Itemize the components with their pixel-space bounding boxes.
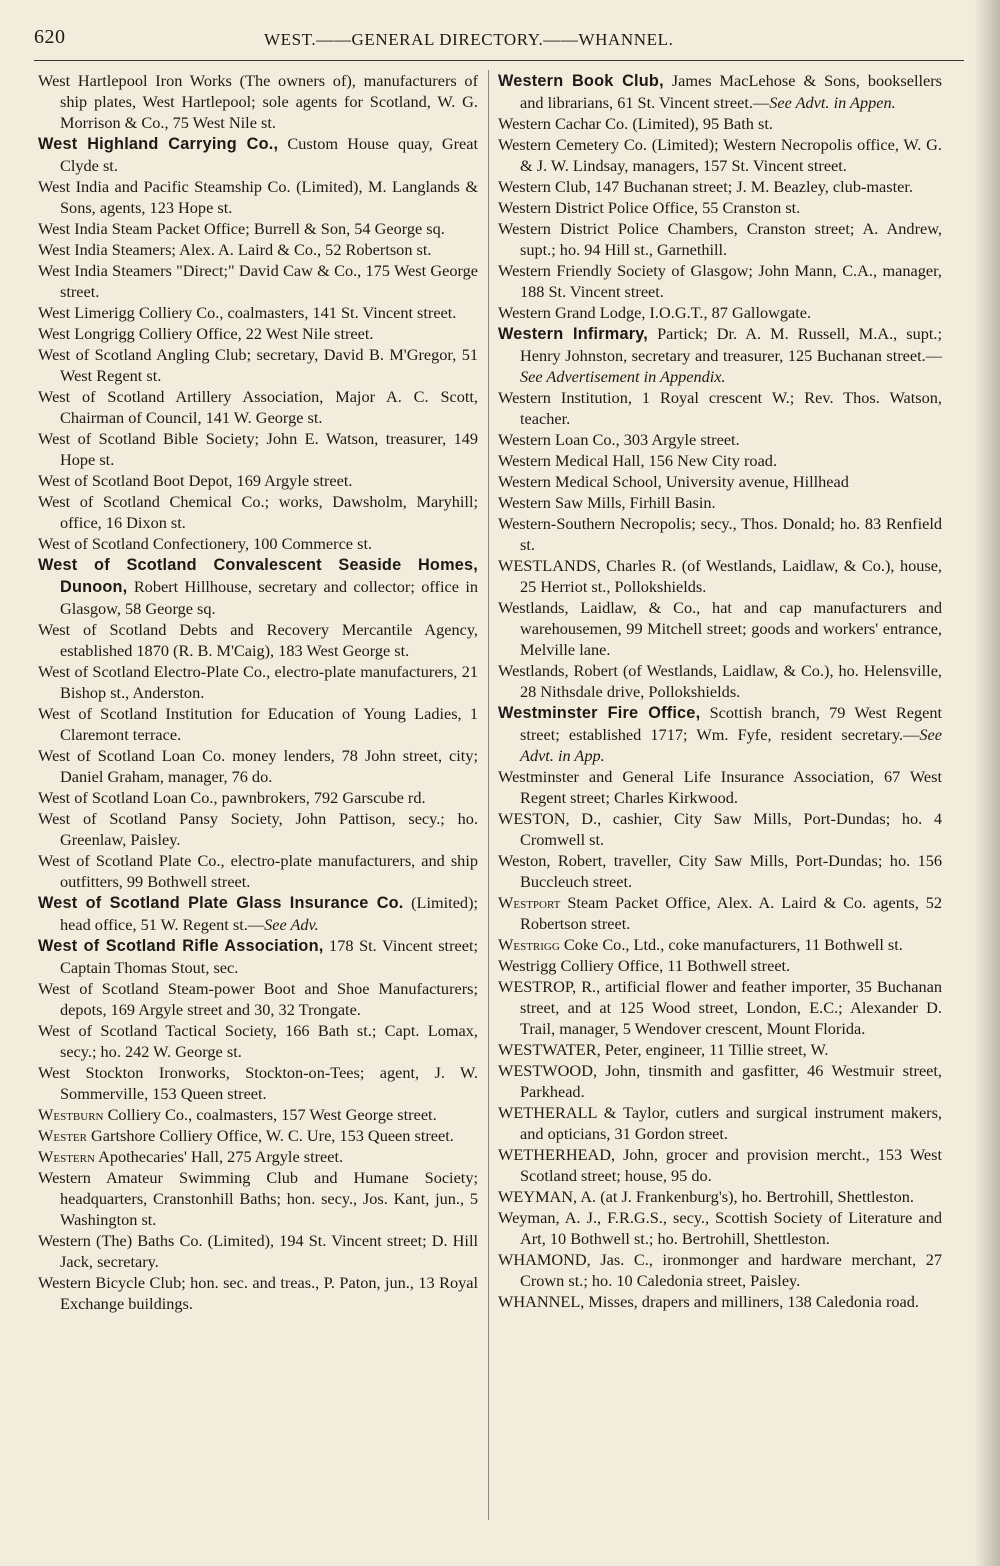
directory-entry [38, 218, 478, 239]
directory-entry [38, 1062, 478, 1104]
directory-entry [498, 976, 942, 1039]
column-divider [488, 70, 489, 1520]
entry-text: West of Scotland Electro-Plate Co., electro-plate manufacturers, 21 Bishop st., Anderston. [38, 662, 478, 702]
entry-advert-reference: See Advertisement in Appendix. [520, 367, 726, 386]
entry-text: Western District Police Chambers, Cranston street; A. Andrew, supt.; ho. 94 Hill st., Garnethill. [498, 219, 942, 259]
entry-text: WETHERALL & Taylor, cutlers and surgical instrument makers, and opticians, 31 Gordon street. [498, 1103, 942, 1143]
directory-entry [498, 197, 942, 218]
entry-text: West of Scotland Confectionery, 100 Commerce st. [38, 534, 373, 553]
entry-text: Western Saw Mills, Firhill Basin. [498, 493, 716, 512]
entry-text: West of Scotland Angling Club; secretary, David B. M'Gregor, 51 West Regent st. [38, 345, 478, 385]
entry-text: Westrigg Colliery Office, 11 Bothwell street. [498, 956, 791, 975]
entry-heading: West Highland Carrying Co., [38, 135, 279, 153]
directory-entry [38, 344, 478, 386]
entry-text: Western Grand Lodge, I.O.G.T., 87 Gallowgate. [498, 303, 812, 322]
directory-entry [498, 429, 942, 450]
entry-text: WEYMAN, A. (at J. Frankenburg's), ho. Bertrohill, Shettleston. [498, 1187, 914, 1206]
entry-text: Steam Packet Office, Alex. A. Laird & Co. agents, 52 Robertson street. [520, 893, 942, 933]
entry-text: Western Medical School, University avenue, Hillhead [498, 472, 849, 491]
directory-entry [38, 703, 478, 745]
entry-text: Westminster and General Life Insurance Association, 67 West Regent street; Charles Kirkwood. [498, 767, 942, 807]
directory-entry [38, 470, 478, 491]
entry-advert-reference: See Advt. in App. [520, 725, 942, 765]
entry-advert-reference: See Advt. in Appen. [769, 93, 896, 112]
entry-heading: West of Scotland Convalescent Seaside Homes, Dunoon, [38, 556, 478, 596]
running-head: WEST.——GENERAL DIRECTORY.——WHANNEL. [264, 30, 674, 49]
directory-entry [498, 850, 942, 892]
entry-text: WHAMOND, Jas. C., ironmonger and hardware merchant, 27 Crown st.; ho. 10 Caledonia street, Paisley. [498, 1250, 942, 1290]
entry-text: West of Scotland Debts and Recovery Mercantile Agency, established 1870 (R. B. M'Caig), 183 West George st. [38, 620, 478, 660]
entry-text: Westlands, Robert (of Westlands, Laidlaw, & Co.), ho. Helensville, 28 Nithsdale drive, Pollokshields. [498, 661, 942, 701]
directory-entry [498, 1186, 942, 1207]
entry-text: WETHERHEAD, John, grocer and provision mercht., 153 West Scotland street; house, 95 do. [498, 1145, 942, 1185]
directory-entry [38, 1020, 478, 1062]
directory-entry [38, 1230, 478, 1272]
entry-text: James MacLehose & Sons, booksellers and librarians, 61 St. Vincent street.— [520, 71, 942, 112]
entry-text: West India and Pacific Steamship Co. (Limited), M. Langlands & Sons, agents, 123 Hope st. [38, 177, 478, 217]
entry-text: WHANNEL, Misses, drapers and milliners, 138 Caledonia road. [498, 1292, 919, 1311]
entry-text: Western Club, 147 Buchanan street; J. M. Beazley, club-master. [498, 177, 913, 196]
entry-smallcaps-name: Westrigg [498, 935, 560, 954]
directory-entry [498, 471, 942, 492]
directory-entry [38, 1125, 478, 1146]
entry-smallcaps-name: Westport [498, 893, 561, 912]
entry-text: Western Cachar Co. (Limited), 95 Bath st. [498, 114, 773, 133]
directory-entry [38, 661, 478, 703]
directory-entry [498, 955, 942, 976]
entry-text: Robert Hillhouse, secretary and collector; office in Glasgow, 58 George sq. [60, 577, 478, 618]
entry-text: WESTWOOD, John, tinsmith and gasfitter, 46 Westmuir street, Parkhead. [498, 1061, 942, 1101]
right-column [498, 70, 942, 1312]
directory-entry [498, 450, 942, 471]
entry-text: WESTLANDS, Charles R. (of Westlands, Laidlaw, & Co.), house, 25 Herriot st., Pollokshields. [498, 556, 942, 596]
entry-text: Western District Police Office, 55 Cranston st. [498, 198, 801, 217]
directory-entry [38, 745, 478, 787]
directory-entry [498, 1207, 942, 1249]
directory-entry [498, 1144, 942, 1186]
directory-entry [38, 1104, 478, 1125]
entry-text: WESTROP, R., artificial flower and feather importer, 35 Buchanan street, and at 125 Wood street, London, E.C.; Alexander D. Trail, manager, 5 Wendover crescent, Mount Florida. [498, 977, 942, 1038]
directory-entry [498, 1039, 942, 1060]
entry-text: Western Friendly Society of Glasgow; John Mann, C.A., manager, 188 St. Vincent street. [498, 261, 942, 301]
entry-text: Western Cemetery Co. (Limited); Western Necropolis office, W. G. & J. W. Lindsay, managers, 157 St. Vincent street. [498, 135, 942, 175]
entry-text: West of Scotland Plate Co., electro-plate manufacturers, and ship outfitters, 99 Bothwell street. [38, 851, 478, 891]
entry-text: West of Scotland Pansy Society, John Pattison, secy.; ho. Greenlaw, Paisley. [38, 809, 478, 849]
entry-text: Colliery Co., coalmasters, 157 West George street. [103, 1105, 437, 1124]
directory-entry [38, 386, 478, 428]
entry-text: Gartshore Colliery Office, W. C. Ure, 153 Queen street. [86, 1126, 454, 1145]
directory-entry [498, 492, 942, 513]
entry-text: WESTON, D., cashier, City Saw Mills, Port-Dundas; ho. 4 Cromwell st. [498, 809, 942, 849]
directory-entry [38, 1146, 478, 1167]
entry-text: West of Scotland Loan Co. money lenders, 78 John street, city; Daniel Graham, manager, 76 do. [38, 746, 478, 786]
directory-entry [498, 1102, 942, 1144]
entry-heading: Western Infirmary, [498, 325, 649, 343]
page-number: 620 [34, 26, 66, 48]
entry-text: WESTWATER, Peter, engineer, 11 Tillie street, W. [498, 1040, 829, 1059]
entry-text: West India Steamers; Alex. A. Laird & Co., 52 Robertson st. [38, 240, 432, 259]
entry-text: Partick; Dr. A. M. Russell, M.A., supt.; Henry Johnston, secretary and treasurer, 125 Buchanan street.— [520, 324, 942, 365]
directory-entry [498, 1249, 942, 1291]
directory-entry [38, 1272, 478, 1314]
entry-heading: Westminster Fire Office, [498, 704, 701, 722]
entry-text: West Longrigg Colliery Office, 22 West Nile street. [38, 324, 374, 343]
directory-entry [498, 387, 942, 429]
entry-text: West of Scotland Steam-power Boot and Shoe Manufacturers; depots, 169 Argyle street and 30, 32 Trongate. [38, 979, 478, 1019]
directory-entry [498, 660, 942, 702]
entry-text: Apothecaries' Hall, 275 Argyle street. [94, 1147, 344, 1166]
entry-text: Weyman, A. J., F.R.G.S., secy., Scottish Society of Literature and Art, 10 Bothwell st.; ho. Bertrohill, Shettleston. [498, 1208, 942, 1248]
directory-entry [498, 260, 942, 302]
entry-text: Western Loan Co., 303 Argyle street. [498, 430, 740, 449]
entry-text: West of Scotland Artillery Association, Major A. C. Scott, Chairman of Council, 141 W. George st. [38, 387, 478, 427]
entry-text: West of Scotland Bible Society; John E. Watson, treasurer, 149 Hope st. [38, 429, 478, 469]
directory-entry [38, 133, 478, 176]
entry-text: 178 St. Vincent street; Captain Thomas Stout, sec. [60, 936, 478, 977]
directory-entry [498, 597, 942, 660]
entry-smallcaps-name: Westburn [38, 1105, 104, 1124]
directory-entry [498, 513, 942, 555]
entry-text: West India Steam Packet Office; Burrell & Son, 54 George sq. [38, 219, 445, 238]
entry-text: West India Steamers "Direct;" David Caw & Co., 175 West George street. [38, 261, 478, 301]
directory-entry [498, 892, 942, 934]
directory-entry [38, 302, 478, 323]
entry-text: West of Scotland Boot Depot, 169 Argyle street. [38, 471, 353, 490]
entry-text: West Limerigg Colliery Co., coalmasters, 141 St. Vincent street. [38, 303, 457, 322]
entry-text: Western Institution, 1 Royal crescent W.; Rev. Thos. Watson, teacher. [498, 388, 942, 428]
directory-entry [498, 702, 942, 766]
entry-text: Westlands, Laidlaw, & Co., hat and cap manufacturers and warehousemen, 99 Mitchell street; goods and workers' entrance, Melville lane. [498, 598, 942, 659]
entry-text: West Hartlepool Iron Works (The owners of), manufacturers of ship plates, West Hartlepool; sole agents for Scotland, W. G. Morrison & Co., 75 West Nile st. [38, 71, 478, 132]
entry-text: (Limited); head office, 51 W. Regent st.— [60, 893, 479, 934]
directory-entry [498, 176, 942, 197]
directory-entry [38, 428, 478, 470]
directory-entry [38, 787, 478, 808]
directory-entry [38, 892, 478, 935]
entry-text: Western Bicycle Club; hon. sec. and treas., P. Paton, jun., 13 Royal Exchange buildings. [38, 1273, 478, 1313]
entry-text: Coke Co., Ltd., coke manufacturers, 11 Bothwell st. [559, 935, 903, 954]
directory-entry [38, 323, 478, 344]
directory-entry [498, 218, 942, 260]
directory-entry [498, 1291, 942, 1312]
directory-entry [38, 239, 478, 260]
directory-entry [38, 935, 478, 978]
directory-entry [38, 533, 478, 554]
directory-entry [38, 260, 478, 302]
entry-text: Weston, Robert, traveller, City Saw Mills, Port-Dundas; ho. 156 Buccleuch street. [498, 851, 942, 891]
entry-smallcaps-name: Western [38, 1147, 95, 1166]
directory-entry [498, 766, 942, 808]
binding-shadow [974, 0, 1000, 1566]
directory-entry [498, 70, 942, 113]
directory-entry [38, 491, 478, 533]
entry-heading: West of Scotland Rifle Association, [38, 937, 324, 955]
directory-entry [38, 70, 478, 133]
entry-advert-reference: See Adv. [264, 915, 319, 934]
left-column [38, 70, 478, 1314]
entry-text: West of Scotland Institution for Education of Young Ladies, 1 Claremont terrace. [38, 704, 478, 744]
directory-entry [498, 555, 942, 597]
directory-entry [38, 1167, 478, 1230]
entry-text: Western-Southern Necropolis; secy., Thos. Donald; ho. 83 Renfield st. [498, 514, 942, 554]
directory-entry [498, 808, 942, 850]
entry-smallcaps-name: Wester [38, 1126, 87, 1145]
entry-text: West of Scotland Loan Co., pawnbrokers, 792 Garscube rd. [38, 788, 426, 807]
directory-entry [38, 619, 478, 661]
entry-text: Western Amateur Swimming Club and Humane Society; headquarters, Cranstonhill Baths; hon. secy., Jos. Kant, jun., 5 Washington st. [38, 1168, 478, 1229]
entry-text: West Stockton Ironworks, Stockton-on-Tees; agent, J. W. Sommerville, 153 Queen street. [38, 1063, 478, 1103]
directory-entry [38, 808, 478, 850]
directory-entry [498, 113, 942, 134]
directory-entry [498, 302, 942, 323]
entry-text: Custom House quay, Great Clyde st. [60, 134, 478, 175]
entry-text: West of Scotland Tactical Society, 166 Bath st.; Capt. Lomax, secy.; ho. 242 W. George st. [38, 1021, 478, 1061]
entry-text: Western Medical Hall, 156 New City road. [498, 451, 778, 470]
directory-entry [38, 850, 478, 892]
entry-text: Western (The) Baths Co. (Limited), 194 St. Vincent street; D. Hill Jack, secretary. [38, 1231, 478, 1271]
entry-text: Scottish branch, 79 West Regent street; established 1717; Wm. Fyfe, resident secretary.— [520, 703, 942, 744]
header-rule [34, 60, 964, 61]
entry-text: West of Scotland Chemical Co.; works, Dawsholm, Maryhill; office, 16 Dixon st. [38, 492, 478, 532]
directory-entry [498, 134, 942, 176]
directory-entry [38, 978, 478, 1020]
directory-entry [498, 323, 942, 387]
directory-entry [38, 554, 478, 619]
entry-heading: West of Scotland Plate Glass Insurance Co. [38, 894, 404, 912]
directory-entry [498, 934, 942, 955]
directory-entry [38, 176, 478, 218]
entry-heading: Western Book Club, [498, 72, 664, 90]
directory-entry [498, 1060, 942, 1102]
